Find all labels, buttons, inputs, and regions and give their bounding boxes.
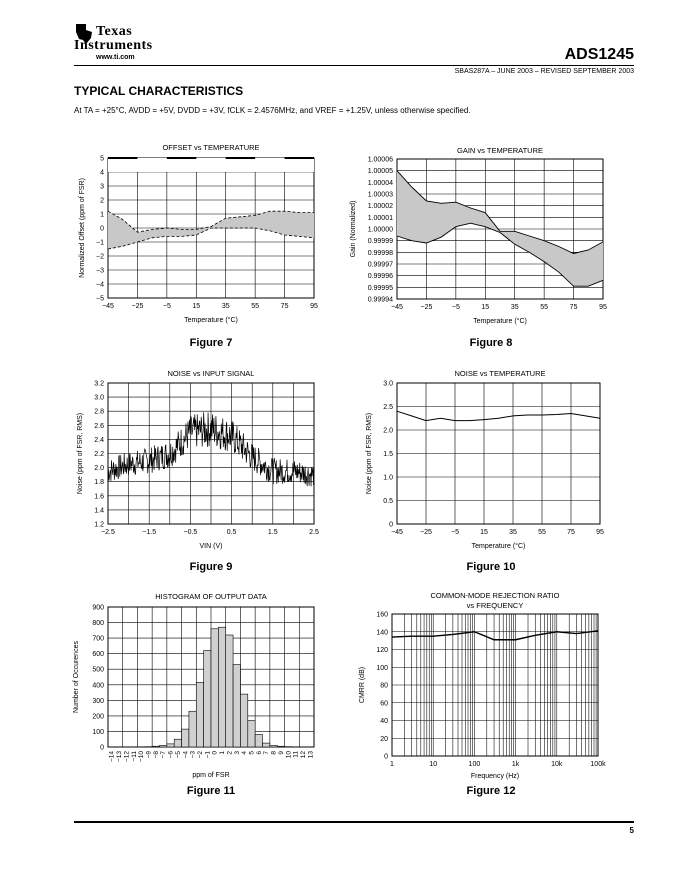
fig10-ytick: 0.5 bbox=[383, 498, 393, 505]
fig8-xtick: −45 bbox=[391, 304, 403, 311]
fig10-title: NOISE vs TEMPERATURE bbox=[454, 369, 546, 378]
company-name-line2: Instruments bbox=[74, 38, 153, 53]
fig9-ytick: 2.6 bbox=[94, 422, 104, 430]
fig7-ytick: −5 bbox=[96, 295, 104, 303]
fig11-bar bbox=[211, 629, 218, 747]
fig8-ytick: 1.00003 bbox=[367, 191, 393, 199]
fig7-xtick: 95 bbox=[310, 303, 318, 310]
fig11-xtick: 11 bbox=[292, 751, 300, 758]
fig11-histogram-chart bbox=[73, 605, 314, 780]
fig12-xtick: 1k bbox=[511, 761, 520, 768]
fig7-xtick: 55 bbox=[251, 303, 260, 310]
fig11-xtick: 13 bbox=[307, 751, 315, 759]
fig9-ytick: 1.6 bbox=[94, 493, 104, 501]
fig8-ytick: 0.99997 bbox=[367, 261, 393, 269]
fig9-ytick: 2.4 bbox=[94, 436, 104, 444]
fig8-xtick: −5 bbox=[451, 304, 460, 311]
fig11-xtick: 2 bbox=[226, 751, 234, 755]
part-number: ADS1245 bbox=[564, 46, 634, 63]
fig8-ytick: 0.99999 bbox=[367, 238, 393, 246]
fig9-ytick: 3.2 bbox=[94, 380, 104, 388]
fig8-caption: Figure 8 bbox=[469, 337, 513, 349]
fig12-xtick: 1 bbox=[390, 761, 394, 768]
fig9-xtick: −2.5 bbox=[101, 529, 115, 536]
fig7-caption: Figure 7 bbox=[189, 337, 233, 349]
fig11-xtick: −6 bbox=[167, 751, 175, 759]
fig11-xtick: 7 bbox=[263, 751, 271, 755]
fig8-ytick: 1.00001 bbox=[367, 214, 393, 222]
fig12-ytick: 40 bbox=[380, 718, 388, 725]
fig11-xtick: 10 bbox=[285, 751, 293, 759]
fig7-ylabel: Normalized Offset (ppm of FSR) bbox=[79, 178, 86, 278]
fig10-ylabel: Noise (ppm of FSR, RMS) bbox=[366, 412, 373, 495]
fig8-xtick: −25 bbox=[420, 304, 433, 311]
fig11-ytick: 0 bbox=[100, 744, 104, 752]
fig11-xtick: −13 bbox=[116, 751, 124, 763]
fig11-ylabel: Number of Occurences bbox=[73, 641, 80, 713]
fig8-ytick: 1.00006 bbox=[367, 156, 393, 164]
fig10-xtick: 55 bbox=[538, 529, 546, 536]
fig9-ytick: 2.2 bbox=[94, 451, 104, 458]
fig7-xtick: 75 bbox=[280, 303, 289, 310]
fig10-xtick: 95 bbox=[596, 529, 604, 536]
fig12-ytick: 80 bbox=[380, 682, 388, 690]
fig12-ytick: 60 bbox=[380, 700, 388, 708]
fig7-ytick: 0 bbox=[100, 225, 104, 233]
fig11-xtick: −4 bbox=[182, 751, 190, 759]
fig12-ytick: 0 bbox=[384, 753, 388, 761]
fig8-xtick: 15 bbox=[481, 304, 490, 311]
fig10-ytick: 2.0 bbox=[383, 427, 393, 435]
fig7-top-band bbox=[108, 158, 314, 172]
fig9-caption: Figure 9 bbox=[189, 561, 233, 573]
fig11-bar bbox=[204, 651, 211, 747]
fig11-xtick: −9 bbox=[145, 751, 153, 759]
section-title: TYPICAL CHARACTERISTICS bbox=[74, 84, 244, 98]
fig12-cmrr-line bbox=[392, 631, 598, 640]
fig7-title: OFFSET vs TEMPERATURE bbox=[162, 143, 260, 152]
fig12-xtick: 10 bbox=[429, 761, 438, 768]
fig7-xtick: −45 bbox=[102, 303, 114, 310]
fig9-ytick: 2.0 bbox=[94, 465, 104, 473]
fig7-ytick: 5 bbox=[100, 155, 104, 163]
fig9-ytick: 1.2 bbox=[94, 521, 104, 529]
fig8-ytick: 1.00002 bbox=[367, 203, 393, 211]
page-number: 5 bbox=[629, 826, 634, 835]
fig11-bar bbox=[182, 729, 189, 747]
fig11-xtick: 3 bbox=[233, 751, 241, 755]
fig10-ytick: 1.5 bbox=[383, 451, 393, 458]
fig8-xtick: 75 bbox=[569, 304, 578, 311]
fig9-ylabel: Noise (ppm of FSR, RMS) bbox=[77, 412, 84, 495]
fig11-xtick: 4 bbox=[241, 751, 249, 755]
fig11-xtick: 6 bbox=[255, 751, 263, 755]
fig9-ytick: 1.8 bbox=[94, 479, 104, 487]
fig11-ytick: 600 bbox=[92, 651, 104, 659]
fig11-bar bbox=[189, 711, 196, 747]
fig10-xtick: 35 bbox=[509, 529, 517, 536]
fig12-ytick: 160 bbox=[376, 611, 388, 619]
fig12-xtick: 100k bbox=[590, 761, 606, 768]
fig11-xtick: 0 bbox=[211, 751, 219, 755]
fig11-ytick: 100 bbox=[92, 728, 104, 736]
fig11-xtick: 8 bbox=[270, 751, 278, 755]
fig11-ytick: 300 bbox=[92, 697, 104, 705]
fig12-xtick: 10k bbox=[551, 761, 563, 768]
fig10-xtick: −25 bbox=[420, 529, 432, 536]
fig11-bar bbox=[263, 743, 270, 747]
fig8-ytick: 0.99998 bbox=[367, 249, 393, 257]
fig11-xtick: −1 bbox=[204, 751, 212, 759]
fig11-ytick: 400 bbox=[92, 682, 104, 690]
fig10-ytick: 2.5 bbox=[383, 404, 393, 411]
fig7-offset-vs-temperature-chart bbox=[79, 156, 318, 325]
fig12-ytick: 120 bbox=[376, 647, 388, 654]
fig9-ytick: 3.0 bbox=[94, 394, 104, 402]
fig12-xlabel: Frequency (Hz) bbox=[470, 773, 520, 780]
fig8-ytick: 0.99995 bbox=[367, 284, 393, 292]
fig11-ytick: 500 bbox=[92, 666, 104, 674]
fig10-xlabel: Temperature (°C) bbox=[471, 543, 526, 550]
fig7-xtick: −25 bbox=[131, 303, 144, 310]
fig8-ytick: 1.00004 bbox=[367, 179, 393, 187]
fig11-ytick: 200 bbox=[92, 713, 104, 721]
fig7-xtick: −5 bbox=[162, 303, 171, 310]
fig9-xlabel: VIN (V) bbox=[199, 543, 223, 550]
fig11-bar bbox=[218, 627, 225, 747]
fig11-bar bbox=[226, 635, 233, 747]
fig7-xtick: 15 bbox=[192, 303, 201, 310]
fig10-xtick: −45 bbox=[391, 529, 403, 536]
fig11-xlabel: ppm of FSR bbox=[192, 772, 230, 779]
fig7-ytick: 3 bbox=[100, 183, 104, 191]
fig12-xtick: 100 bbox=[468, 761, 481, 768]
fig10-noise-vs-temperature-chart bbox=[366, 381, 604, 551]
fig11-bar bbox=[160, 745, 167, 747]
fig11-bar bbox=[277, 746, 284, 747]
fig11-xtick: −10 bbox=[138, 751, 146, 763]
fig12-title: COMMON-MODE REJECTION RATIO bbox=[430, 591, 560, 600]
fig8-ylabel: Gain (Normalized) bbox=[350, 200, 357, 258]
fig8-ytick: 0.99994 bbox=[367, 296, 393, 304]
fig10-caption: Figure 10 bbox=[466, 561, 516, 573]
company-url: www.ti.com bbox=[96, 54, 135, 61]
fig10-xtick: −5 bbox=[451, 529, 459, 536]
fig9-title: NOISE vs INPUT SIGNAL bbox=[167, 369, 255, 378]
fig7-ytick: −2 bbox=[96, 253, 104, 261]
fig11-xtick: −12 bbox=[123, 751, 131, 763]
fig10-noise-line bbox=[397, 411, 600, 420]
fig12-ytick: 20 bbox=[380, 735, 388, 743]
fig8-ytick: 0.99996 bbox=[367, 273, 393, 281]
fig11-bar bbox=[233, 665, 240, 747]
fig11-bar bbox=[270, 745, 277, 747]
fig10-xtick: 75 bbox=[567, 529, 575, 536]
fig9-xtick: 0.5 bbox=[226, 529, 237, 536]
revision-line: SBAS287A – JUNE 2003 – REVISED SEPTEMBER 2003 bbox=[454, 68, 634, 75]
fig8-ytick: 1.00005 bbox=[367, 168, 393, 176]
fig10-xtick: 15 bbox=[480, 529, 488, 536]
fig11-xtick: 5 bbox=[248, 751, 256, 755]
fig7-offset-band bbox=[108, 211, 314, 249]
fig9-ytick: 2.8 bbox=[94, 408, 104, 416]
fig9-xtick: −0.5 bbox=[183, 529, 198, 536]
fig11-bar bbox=[152, 746, 159, 747]
fig11-xtick: −14 bbox=[108, 751, 116, 763]
fig9-noise-vs-input-signal-chart bbox=[77, 381, 319, 551]
fig11-ytick: 700 bbox=[92, 635, 104, 643]
fig7-ytick: −3 bbox=[96, 267, 104, 275]
fig7-ytick: 1 bbox=[100, 211, 104, 219]
fig11-xtick: −5 bbox=[174, 751, 182, 759]
fig7-xtick: 35 bbox=[221, 303, 230, 310]
fig8-xtick: 55 bbox=[540, 304, 549, 311]
fig11-xtick: −2 bbox=[196, 751, 204, 759]
fig9-xtick: 2.5 bbox=[309, 529, 319, 536]
fig11-ytick: 900 bbox=[92, 604, 104, 612]
fig7-ytick: 4 bbox=[100, 169, 104, 177]
fig11-bar bbox=[240, 694, 247, 747]
fig12-subtitle: vs FREQUENCY bbox=[466, 601, 524, 610]
fig11-ytick: 800 bbox=[92, 620, 104, 628]
fig9-ytick: 1.4 bbox=[94, 507, 104, 515]
fig10-ytick: 0 bbox=[389, 521, 393, 529]
fig11-xtick: −3 bbox=[189, 751, 197, 759]
fig7-ytick: 2 bbox=[100, 197, 104, 205]
fig11-xtick: 1 bbox=[219, 751, 227, 755]
fig8-xlabel: Temperature (°C) bbox=[473, 318, 527, 325]
fig11-bar bbox=[174, 739, 181, 747]
fig8-gain-band bbox=[397, 171, 603, 286]
fig8-xtick: 35 bbox=[510, 304, 519, 311]
fig8-title: GAIN vs TEMPERATURE bbox=[457, 146, 543, 155]
fig11-xtick: −7 bbox=[160, 751, 168, 759]
fig11-title: HISTOGRAM OF OUTPUT DATA bbox=[155, 592, 267, 601]
fig8-gain-vs-temperature-chart bbox=[350, 157, 607, 326]
test-conditions: At TA = +25°C, AVDD = +5V, DVDD = +3V, fCLK = 2.4576MHz, and VREF = +1.25V, unless otherwise specified. bbox=[74, 106, 471, 115]
fig8-xtick: 95 bbox=[599, 304, 607, 311]
fig11-bar bbox=[196, 682, 203, 747]
fig12-ytick: 100 bbox=[376, 664, 388, 672]
fig11-xtick: −11 bbox=[130, 751, 138, 762]
fig10-ytick: 1.0 bbox=[383, 474, 393, 482]
fig7-ytick: −1 bbox=[96, 239, 104, 247]
fig11-xtick: −8 bbox=[152, 751, 160, 759]
fig12-ytick: 140 bbox=[376, 629, 388, 637]
fig7-ytick: −4 bbox=[96, 281, 104, 289]
fig10-ytick: 3.0 bbox=[383, 380, 393, 388]
fig11-xtick: 12 bbox=[299, 751, 307, 759]
fig9-xtick: 1.5 bbox=[267, 529, 278, 536]
fig11-bar bbox=[167, 744, 174, 747]
fig12-caption: Figure 12 bbox=[466, 785, 516, 797]
footer-rule bbox=[74, 821, 634, 823]
fig9-xtick: −1.5 bbox=[142, 529, 157, 536]
company-name-line1: Texas bbox=[96, 24, 133, 39]
fig12-ylabel: CMRR (dB) bbox=[359, 666, 366, 704]
fig12-cmrr-vs-frequency-chart bbox=[359, 612, 606, 781]
fig11-bar bbox=[255, 735, 262, 747]
fig11-xtick: 9 bbox=[277, 751, 285, 755]
fig7-xlabel: Temperature (°C) bbox=[184, 317, 238, 324]
fig8-ytick: 1.00000 bbox=[367, 226, 393, 234]
fig11-bar bbox=[248, 721, 255, 747]
fig11-caption: Figure 11 bbox=[186, 785, 236, 797]
